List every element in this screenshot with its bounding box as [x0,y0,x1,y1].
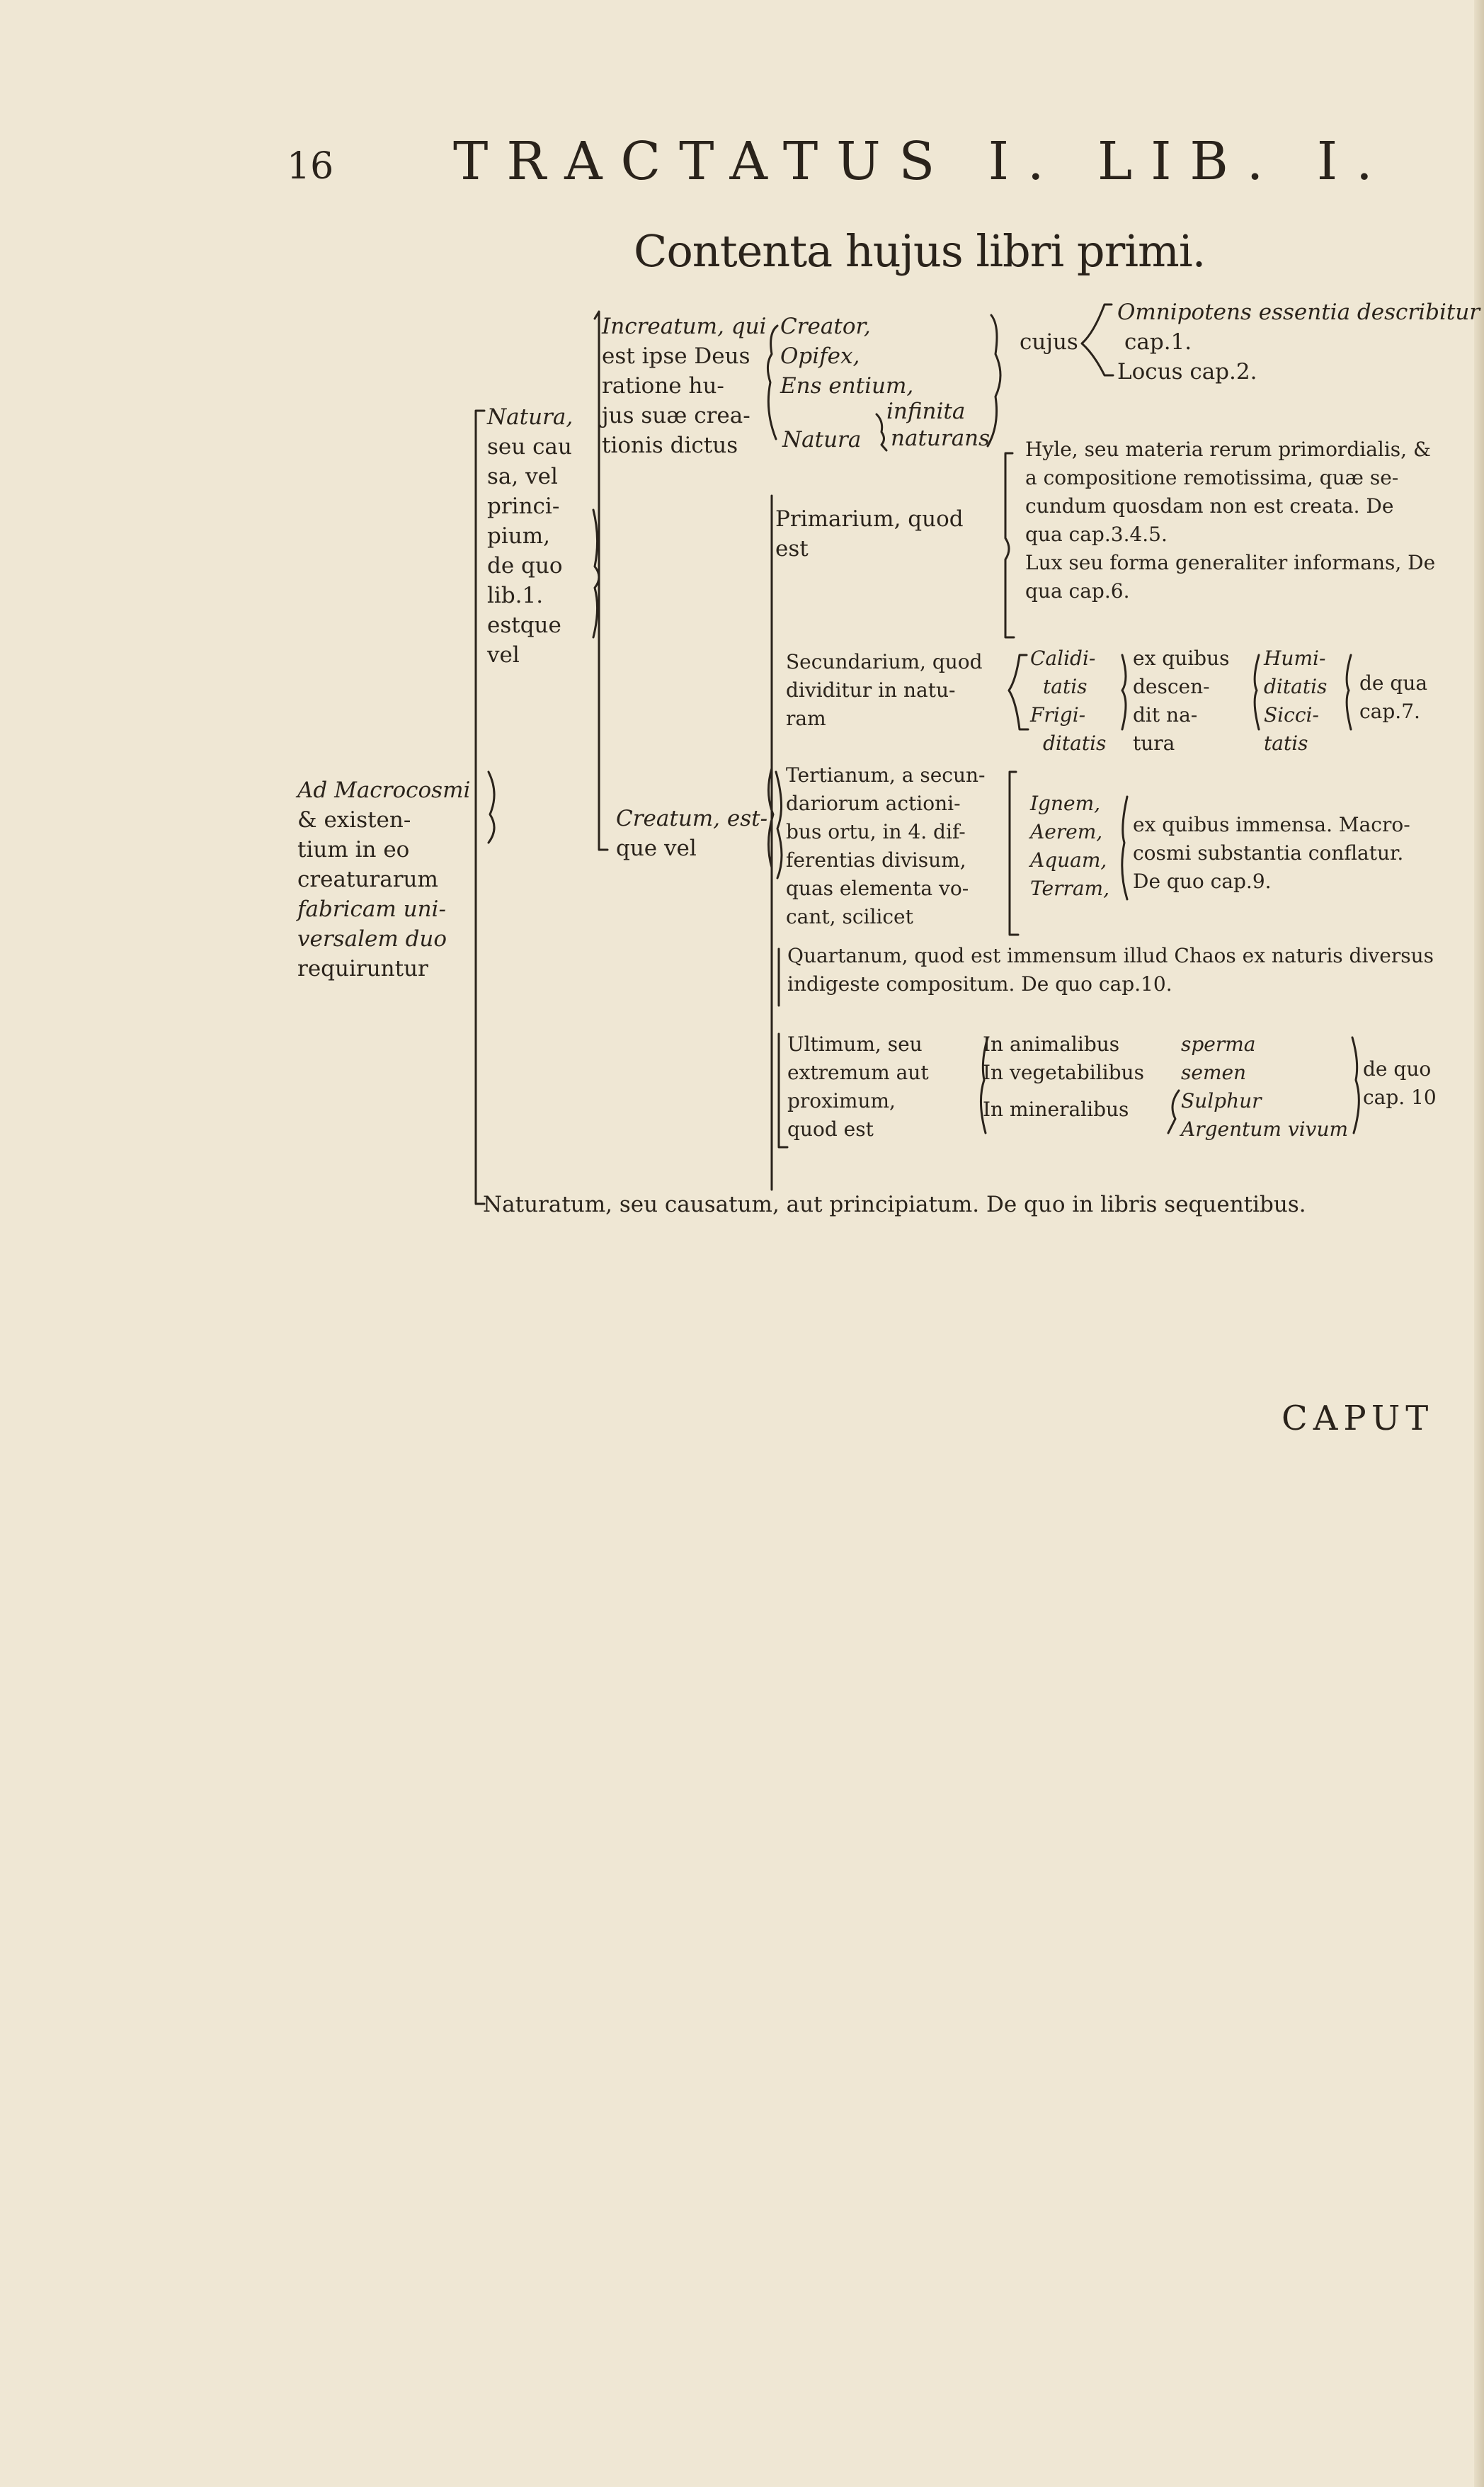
macrocosmi-text: ex quibus immensa. Macro- cosmi substantia conflatur. De quo cap.9. [1133,813,1410,893]
natura-text: Natura, seu cau sa, vel princi- pium, de quo lib.1. estque vel [487,404,573,668]
naturatum-text: Naturatum, seu causatum, aut principiatum. De quo in libris sequentibus. [483,1192,1306,1217]
root-text: Ad Macrocosmi & existen- tium in eo creaturarum fabricam uni- versalem duo requiruntur [297,778,471,981]
running-head: TRACTATUS I. LIB. I. [453,131,1391,192]
page-number: 16 [287,145,334,188]
semina-text: sperma semen Sulphur Argentum vivum [1181,1032,1349,1141]
ex-quibus-text: ex quibus descen- dit na- tura [1133,647,1230,755]
quartanum-text: Quartanum, quod est immensum illud Chaos ex naturis diversus indigeste compositum. De quo cap.10. [787,944,1434,996]
elementa-text: Ignem, Aerem, Aquam, Terram, [1030,792,1109,900]
increatum-text: Increatum, qui est ipse Deus ratione hu- jus suæ crea- tionis dictus [602,314,767,458]
omnipotens-text: Omnipotens essentia describitur cap.1. Locus cap.2. [1117,300,1480,385]
de-qua-cap7: de qua cap.7. [1359,671,1428,723]
calidi-text: Calidi- tatis Frigi- ditatis [1030,647,1107,755]
regna-text: In animalibus In vegetabilibus In mineralibus [983,1032,1144,1121]
cujus-label: cujus [1020,329,1078,355]
catch-word: CAPUT [1282,1399,1434,1438]
increatum-names: Creator, Opifex, Ens entium, [780,314,914,399]
creatum-text: Creatum, est- que vel [616,806,768,861]
humi-text: Humi- ditatis Sicci- tatis [1264,647,1328,755]
ultimum-text: Ultimum, seu extremum aut proximum, quod est [787,1032,929,1141]
hyle-text: Hyle, seu materia rerum primordialis, & a compositione remotissima, quæ se- cundum quosdam non est creata. De qua cap.3.4.5. Lux seu forma generaliter informans, De qua cap.6. [1025,438,1436,603]
natura-label: Natura [782,427,862,453]
contents-title: Contenta hujus libri primi. [634,225,1206,277]
naturans-label: naturans [891,426,991,451]
infinita-label: infinita [886,399,966,424]
primarium-text: Primarium, quod est [775,506,964,562]
secundarium-text: Secundarium, quod dividitur in natu- ram [786,650,983,730]
tertianum-text: Tertianum, a secun- dariorum actioni- bus ortu, in 4. dif- ferentias divisum, quas elementa vo- cant, scilicet [786,763,986,928]
de-quo-cap10: de quo cap. 10 [1363,1057,1437,1109]
